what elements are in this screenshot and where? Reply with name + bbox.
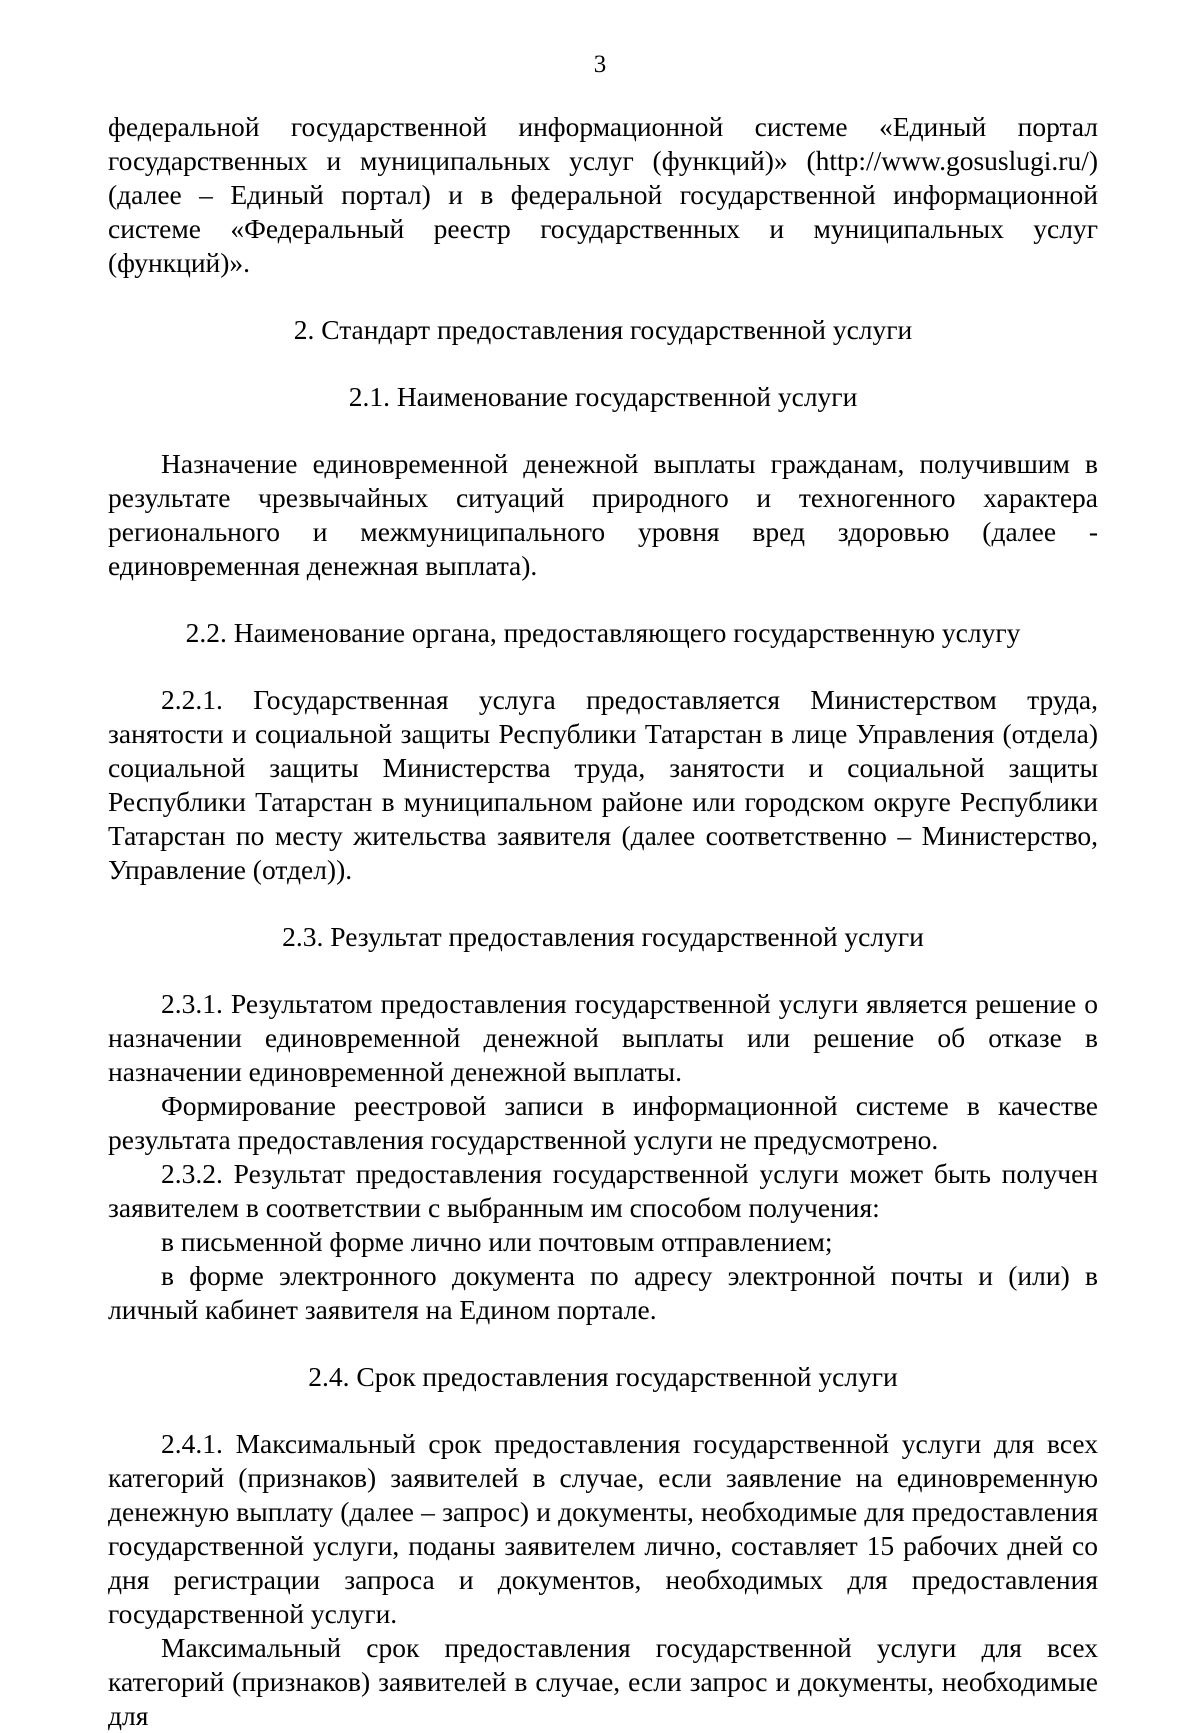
subsection-heading-2-4: 2.4. Срок предоставления государственной услуги bbox=[308, 1361, 898, 1392]
paragraph-2-3-1: 2.3.1. Результатом предоставления государственной услуги является решение о назначении единовременной денежной выплаты или решение об отказе в назначении единовременной денежной выплаты. bbox=[108, 988, 1098, 1087]
subsection-heading-2-2: 2.2. Наименование органа, предоставляющего государственную услугу bbox=[185, 617, 1021, 648]
page-number: 3 bbox=[593, 51, 607, 78]
paragraph-written-form: в письменной форме лично или почтовым отправлением; bbox=[161, 1226, 833, 1257]
document-body bbox=[108, 110, 1098, 1733]
paragraph-2-4-1: 2.4.1. Максимальный срок предоставления государственной услуги для всех категорий (признаков) заявителей в случае, если заявление на единовременную денежную выплату (далее – запрос) и документы, необходимые для предоставления государственной услуги, поданы заявителем лично, составляет 15 рабочих дней со дня регистрации запроса и документов, необходимых для предоставления государственной услуги. bbox=[108, 1428, 1098, 1629]
paragraph-service-name: Назначение единовременной денежной выплаты гражданам, получившим в результате чрезвычайных ситуаций природного и техногенного характера регионального и межмуниципального уровня вред здоровью (далее - единовременная денежная выплата). bbox=[108, 448, 1098, 581]
section-heading-2: 2. Стандарт предоставления государственной услуги bbox=[293, 314, 913, 345]
paragraph-intro-continuation: федеральной государственной информационной системе «Единый портал государственных и муниципальных услуг (функций)» (http://www.gosuslugi.ru/) (далее – Единый портал) и в федеральной государственной информационной системе «Федеральный реестр государственных и муниципальных услуг (функций)». bbox=[108, 111, 1098, 278]
paragraph-registry-record: Формирование реестровой записи в информационной системе в качестве результата предоставления государственной услуги не предусмотрено. bbox=[108, 1090, 1098, 1155]
subsection-heading-2-3: 2.3. Результат предоставления государственной услуги bbox=[282, 921, 924, 952]
paragraph-electronic-form: в форме электронного документа по адресу электронной почты и (или) в личный кабинет заявителя на Едином портале. bbox=[108, 1260, 1098, 1325]
paragraph-max-term: Максимальный срок предоставления государственной услуги для всех категорий (признаков) заявителей в случае, если запрос и документы, необходимые для bbox=[108, 1632, 1098, 1731]
paragraph-2-2-1: 2.2.1. Государственная услуга предоставляется Министерством труда, занятости и социальной защиты Республики Татарстан в лице Управления (отдела) социальной защиты Министерства труда, занятости и социальной защиты Республики Татарстан в муниципальном районе или городском округе Республики Татарстан по месту жительства заявителя (далее соответственно – Министерство, Управление (отдел)). bbox=[108, 684, 1098, 885]
paragraph-2-3-2: 2.3.2. Результат предоставления государственной услуги может быть получен заявителем в соответствии с выбранным им способом получения: bbox=[108, 1158, 1098, 1223]
subsection-heading-2-1: 2.1. Наименование государственной услуги bbox=[348, 381, 858, 412]
